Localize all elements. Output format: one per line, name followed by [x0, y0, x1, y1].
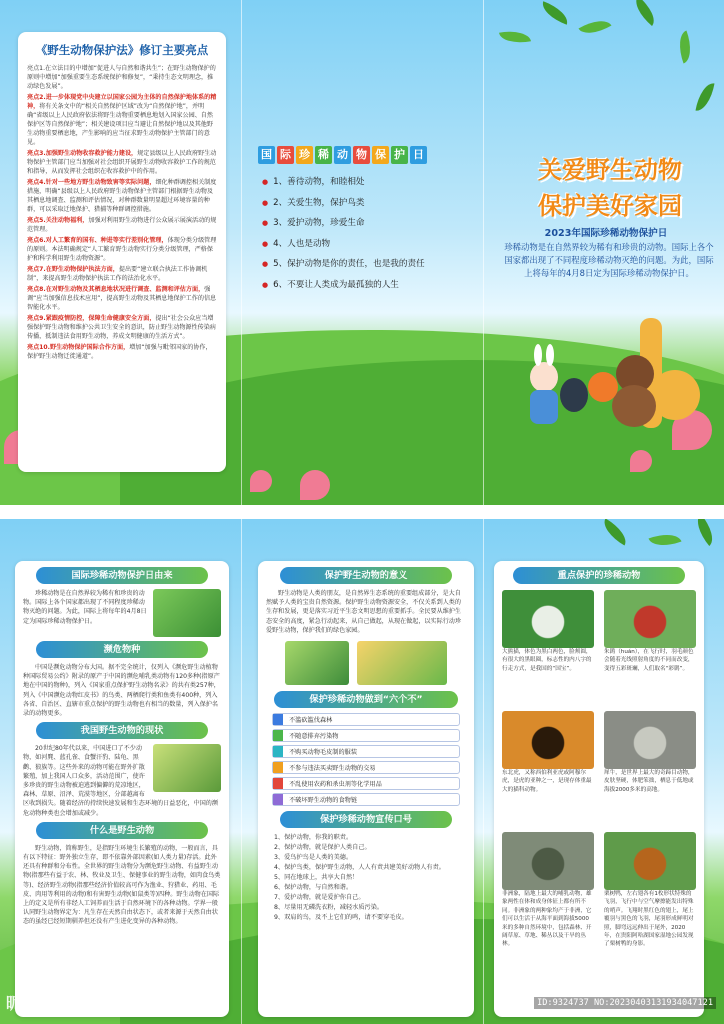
watermark-id: ID:9324737 NO:20230403131934047121: [534, 997, 716, 1009]
slogan-item: 1、保护动物，你我的职责。: [274, 834, 353, 842]
fold-line: [483, 0, 484, 505]
cartoon-animals-image: [357, 641, 447, 685]
fold-line: [241, 519, 242, 1024]
section-heading: 保护珍稀动物做到“六个不”: [274, 691, 458, 708]
slogan-list: [266, 833, 466, 923]
six-nots-item: [272, 761, 460, 774]
rare-animals-card: [494, 561, 704, 1017]
slogan-item: 2、保护动物，就是保护人类自己。: [274, 844, 371, 852]
day-title-char: 珍: [296, 146, 313, 164]
rhino-caption: 犀牛，是世界上最大的奇蹄目动物，皮肤坚硬，体肥笨拙，栖息于低地或海拔2000多米的高地。: [604, 770, 694, 793]
tiger-photo: [502, 711, 594, 769]
color-tab-icon: [273, 794, 283, 805]
flower-icon: [300, 470, 330, 500]
day-title-char: 国: [258, 146, 275, 164]
forest-animals-photo: [153, 744, 221, 792]
goose-caption: 栗树鸭，左右翅各有1枚形状特殊的飞羽，飞行中与空气摩擦能发出特殊的哨声。飞翔时黑红色的翅上，尾上覆羽与黑色的飞羽，尾羽形成鲜明对照，脚弯远远伸出于尾外，2020年，在贵阳阿哈湖国家湿地公园发现了栗树鸭的身影。: [604, 891, 694, 948]
highlight-label: 亮点2.进一步体现党中央建立以国家公园为主体的自然保护地体系的精神，: [27, 94, 217, 110]
highlight-text: 提出“社会公众应当增强保护野生动物和维护公共卫生安全的意识，防止野生动物源性传染病传播，抵制违法食用野生动物，养成文明健康的生活方式”。: [27, 315, 216, 340]
ibis-caption: 朱鹮（huán），在飞行时，羽毛颜色会随着光线照射角度的不同而改变，变得五彩斑斓，人们取名“彩鹮”。: [604, 649, 694, 672]
meaning-card: [258, 561, 474, 1017]
highlight-text: 提出要“建立联合执法工作协调机制”，来提高野生动物保护执法工作的法治化水平。: [27, 266, 208, 282]
day-title-char: 际: [277, 146, 294, 164]
section-text: 野生动物是人类的朋友，是自然界生态系统的重要组成部分，是大自然赋予人类的宝贵自然资源。保护野生动物资源安全，不仅关系到人类的生存和发展，更是落实习近平生态文明思想的重要抓手。全民要从维护生态安全的高度，紧急行动起来，从自己做起，从现在做起，以实际行动珍爱野生动物，保护我们的绿色家园。: [266, 590, 461, 634]
six-nots-item: [272, 713, 460, 726]
section-heading: 保护珍稀动物宣传口号: [280, 811, 452, 828]
leaf-icon: [629, 0, 661, 26]
highlight-label: 亮点10.野生动物保护国际合作方面，: [27, 344, 130, 351]
highlight-text: 规定县级以上人民政府野生动物保护主管部门应当加强对社会组织开展野生动物收容救护工作的规范和指导，从而发挥社会组织在收容救护中的作用。: [27, 150, 217, 175]
jungle-animals-image: [285, 641, 349, 685]
slogan-item: 3、爱鸟护鸟是人类的美德。: [274, 854, 353, 862]
ibis-photo: [604, 590, 696, 648]
fold-line: [483, 519, 484, 1024]
day-title-char: 动: [334, 146, 351, 164]
six-nots-item: [272, 729, 460, 742]
front-sheet: [0, 0, 724, 505]
color-tab-icon: [273, 730, 283, 741]
law-highlight-item: [27, 216, 217, 234]
day-list-item: ● 1、善待动物，和睦相处: [262, 172, 482, 193]
day-list-item: ● 5、保护动物是你的责任，也是我的责任: [262, 254, 482, 275]
leaf-icon: [539, 1, 572, 24]
rhino-photo: [604, 711, 696, 769]
goose-photo: [604, 832, 696, 890]
rare-animal-ibis: [604, 590, 696, 708]
highlight-text: 增加“加强与毗邻国家的协作，保护野生动物迁徙通道”。: [27, 344, 212, 360]
fold-line: [241, 0, 242, 505]
six-nots-text: 不购买动物毛皮制的服装: [289, 749, 358, 757]
bunny-ear: [546, 344, 554, 366]
highlight-label: 亮点5.关注动物福利，: [27, 217, 89, 224]
day-title: [258, 146, 427, 164]
panda-caption: 大熊猫，体色为黑白两色，脸颊圆，有很大的黑眼圈，标志性的内八字的行走方式，是我国的“国宝”。: [502, 649, 592, 672]
highlight-label: 亮点3.加强野生动物收容救护能力建设，: [27, 150, 138, 157]
section-heading: 什么是野生动物: [36, 822, 208, 839]
cover-title-line2: 保护美好家园: [538, 192, 682, 220]
law-highlight-item: [27, 285, 217, 312]
section-text: 20世纪80年代以来，中国进口了不少动物，如河麂、蓝孔雀、食蟹汗豹、陆龟、黑鹳、狼族等。这些外来的动物可能在野外扩散繁殖，加上我国人口众多，活动范围广，使许多珍贵的野生动物被迫逃到偏僻的荒凉地区，森林、草原、沼泽、荒漠等地区，分部越离布区收到损失。随着经济的持续快速发展和生态环境的日益恶化，中国的濒危动物种类也会增加或减少。: [23, 745, 218, 817]
law-highlight-item: [27, 93, 217, 147]
child-body: [530, 390, 558, 424]
six-nots-text: 不参与违法买卖野生动物的交易: [289, 765, 376, 773]
panda-photo: [502, 590, 594, 648]
six-nots-item: [272, 777, 460, 790]
day-title-char: 护: [391, 146, 408, 164]
section-heading: 国际珍稀动物保护日由来: [36, 567, 208, 584]
leaf-icon: [499, 28, 531, 47]
color-tab-icon: [273, 778, 283, 789]
highlight-label: 亮点6.对人工繁育的国有、种进等实行差别化管理，: [27, 237, 168, 244]
origin-card: [15, 561, 229, 1017]
rare-animal-panda: [502, 590, 594, 708]
leaf-icon: [599, 519, 632, 546]
sheet-gap: [0, 505, 724, 519]
law-highlight-item: [27, 265, 217, 283]
section-heading: 保护野生动物的意义: [280, 567, 452, 584]
rare-animal-goose: [604, 832, 696, 950]
day-list-item: ● 2、关爱生物，保护鸟类: [262, 193, 482, 214]
origin-section: [23, 567, 221, 626]
day-title-char: 日: [410, 146, 427, 164]
flower-icon: [630, 450, 652, 472]
leaf-icon: [579, 13, 612, 40]
section-heading: 濒危物种: [36, 641, 208, 658]
bear-body: [612, 385, 656, 427]
law-highlight-item: [27, 178, 217, 214]
day-title-char: 保: [372, 146, 389, 164]
law-highlight-item: [27, 149, 217, 176]
section-text: 珍稀动物是在自然界较为稀有和珍贵的动物。国际上各个国家都出现了不同程度珍稀动物灭绝的问题。为此，国际上将每年的4月8日定为国际珍稀动物保护日。: [23, 590, 147, 625]
day-list-item: ● 4、人也是动物: [262, 234, 482, 255]
animals-photo: [153, 589, 221, 637]
penguin-icon: [560, 378, 588, 412]
highlight-text: 将有关条文中的“相关自然保护区域”改为“自然保护地”，并明确“省级以上人民政府依法将野生动物重要栖息地划入国家公园、自然保护区等自然保护地”；相关建设项目应当避让自然保护地以及其他野生动物重要栖息地，产生影响的应当征求野生动物保护主管部门的意见。: [27, 103, 213, 146]
section-text: 中国是濒危动物分布大国。据不完全统计，仅列入《濒危野生动植物种国际贸易公约》附录的原产于中国的濒危哺乳类动物有120多种(指原产地在中国的物种)，列入《国家重点保护野生动物名录》的共有类257种，列入《中国濒危动物红皮书》的鸟类、两栖爬行类和鱼类有400种，列入各省、自治区、直辖市重点保护的野生动物也有相当的数量，列入保护名录的动物更多。: [23, 664, 220, 718]
slogan-item: 9、双肩的鸟，及不上它们的鸣，请不要穿毛皮。: [274, 914, 408, 922]
day-list-item: ● 6、不要让人类成为最孤独的人生: [262, 275, 482, 296]
day-title-char: 稀: [315, 146, 332, 164]
highlight-label: 亮点8.在对野生动物及其栖息地状况进行调查、监测和评估方面，: [27, 286, 205, 293]
flower-icon: [250, 470, 272, 492]
slogan-item: 5、同在地球上，共享大自然！: [274, 874, 359, 882]
leaf-icon: [673, 31, 696, 64]
law-highlight-item: [27, 343, 217, 361]
highlight-text: 加强对利用野生动物进行公众展示展演活动的规范管理。: [27, 217, 217, 233]
watermark-logo: 昵图网 www.nipic.com: [6, 994, 196, 1013]
child-icon: [530, 362, 558, 392]
inside-sheet: [0, 519, 724, 1024]
highlight-label: 亮点7.在野生动物保护执法方面，: [27, 266, 119, 273]
highlight-label: 亮点9.紧跟疫情防控，保障生命健康安全方面，: [27, 315, 156, 322]
color-tab-icon: [273, 714, 283, 725]
day-list-item: ● 3、爱护动物，珍爱生命: [262, 213, 482, 234]
elephant-caption: 非洲象，陆地上最大的哺乳动物，雄象两性在体和成身体征上都有所不同。非洲象的两种象均产于非洲，它们可以生活于从海平面到海拔5000米的多种自然环境中，包括森林、开阔草原、草地、稀丛以及干旱的丛林。: [502, 891, 592, 948]
six-nots-text: 不破坏野生动物的食物链: [289, 797, 358, 805]
tiger-caption: 东北虎，又称西伯利亚虎或阿穆尔虎，是虎的亚种之一，是现存体重最大的猫科动物。: [502, 770, 592, 793]
six-nots-text: 不乱使用农药和杀虫剂等化学用品: [289, 781, 382, 789]
slogan-item: 6、保护动物，与自然和谐。: [274, 884, 353, 892]
day-list: [262, 172, 482, 295]
law-highlights-card: [18, 32, 226, 472]
six-nots-item: [272, 745, 460, 758]
rare-animal-tiger: [502, 711, 594, 829]
six-nots-item: [272, 793, 460, 806]
law-highlight-lead: 亮点1.在立法目的中增加“促进人与自然和谐共生”；在野生动物保护的原则中增加“加强重要生态系统保护和修复”，“秉持生态文明理念，推动绿色发展”。: [27, 65, 216, 90]
fox-icon: [588, 372, 618, 402]
color-tab-icon: [273, 762, 283, 773]
section-heading: 我国野生动物的现状: [36, 722, 208, 739]
highlight-text: 细化种群调控相关制度措施，明确“县级以上人民政府野生动物保护主管部门根据野生动物及其栖息地调查、监测和评估情况，对种群数量明显超过环境容量的种群，可以采取迁地保护、猎捕等种群调控措施。: [27, 179, 217, 213]
law-highlight-item: [27, 236, 217, 263]
cover-title-line1: 关爱野生动物: [538, 156, 682, 184]
section-heading: 重点保护的珍稀动物: [513, 567, 685, 584]
highlight-text: 体现分类分级管理的原则。本法明确规定“人工繁育野生动物实行分类分级管理，严格保护和科学利用野生动物资源”。: [27, 237, 217, 262]
highlight-label: 亮点4.针对一些地方野生动物致害等实际问题，: [27, 179, 156, 186]
six-nots-text: 不随意排弃污染物: [289, 733, 339, 741]
six-nots-list: [266, 713, 466, 806]
section-text: 野生动物，简称野生，是指野生环境生长繁殖的动物，一般而言，具有以下特征：野外独立生存，即不依靠外部因素(如人类力量)存活。此外还具有种群和分布性。全世界的野生动物分为濒危野生动物、有益野生动物(指那些有益于农、林、牧业及卫生、保健事业的野生动物，如肉食鸟类等)、经济野生动物(指那些经济价值较高可作为渔业、狩猎业、药用、毛皮、肉用等利用的动物)和有害野生动物(如鼠类等)四种。野生动物在国际上的定义是所有非经人工饲养而生活于自然环境下的各种动物。学界一般认同野生动物界定为：凡生存在天然自由状态下，或者来源于天然自由状态的虽经已经短期驯养但还没有产生进化变异的各种动物。: [23, 844, 221, 926]
rare-animal-rhino: [604, 711, 696, 829]
slogan-item: 8、尽量用无磷洗衣粉，减轻水质污染。: [274, 904, 384, 912]
law-highlights-title: 《野生动物保护法》修订主要亮点: [35, 43, 209, 57]
six-nots-text: 不滥砍滥伐森林: [289, 717, 333, 725]
giraffe-body: [650, 370, 700, 420]
day-title-char: 物: [353, 146, 370, 164]
slogan-item: 4、保护鸟类，保护野生动物，人人有责共建美好动物人有责。: [274, 864, 445, 872]
leaf-icon: [696, 81, 715, 113]
color-tab-icon: [273, 746, 283, 757]
slogan-item: 7、爱护动物，就是爱护你自己。: [274, 894, 365, 902]
rare-animal-elephant: [502, 832, 594, 950]
elephant-photo: [502, 832, 594, 890]
cover-body: 珍稀动物是在自然界较为稀有和珍贵的动物。国际上各个国家都出现了不同程度珍稀动物灭绝的问题。为此，国际上将每年的4月8日定为国际珍稀动物保护日。: [504, 242, 714, 278]
leaf-icon: [649, 528, 682, 551]
leaf-icon: [690, 519, 720, 546]
bunny-ear: [534, 344, 542, 366]
rare-animals-grid: [502, 590, 696, 950]
cover-subtitle: 2023年国际珍稀动物保护日: [544, 228, 668, 239]
highlight-text: 强调“应当加强信息技术应用”，提高野生动物及其栖息地保护工作的信息智能化水平。: [27, 286, 217, 311]
law-highlight-item: [27, 314, 217, 341]
